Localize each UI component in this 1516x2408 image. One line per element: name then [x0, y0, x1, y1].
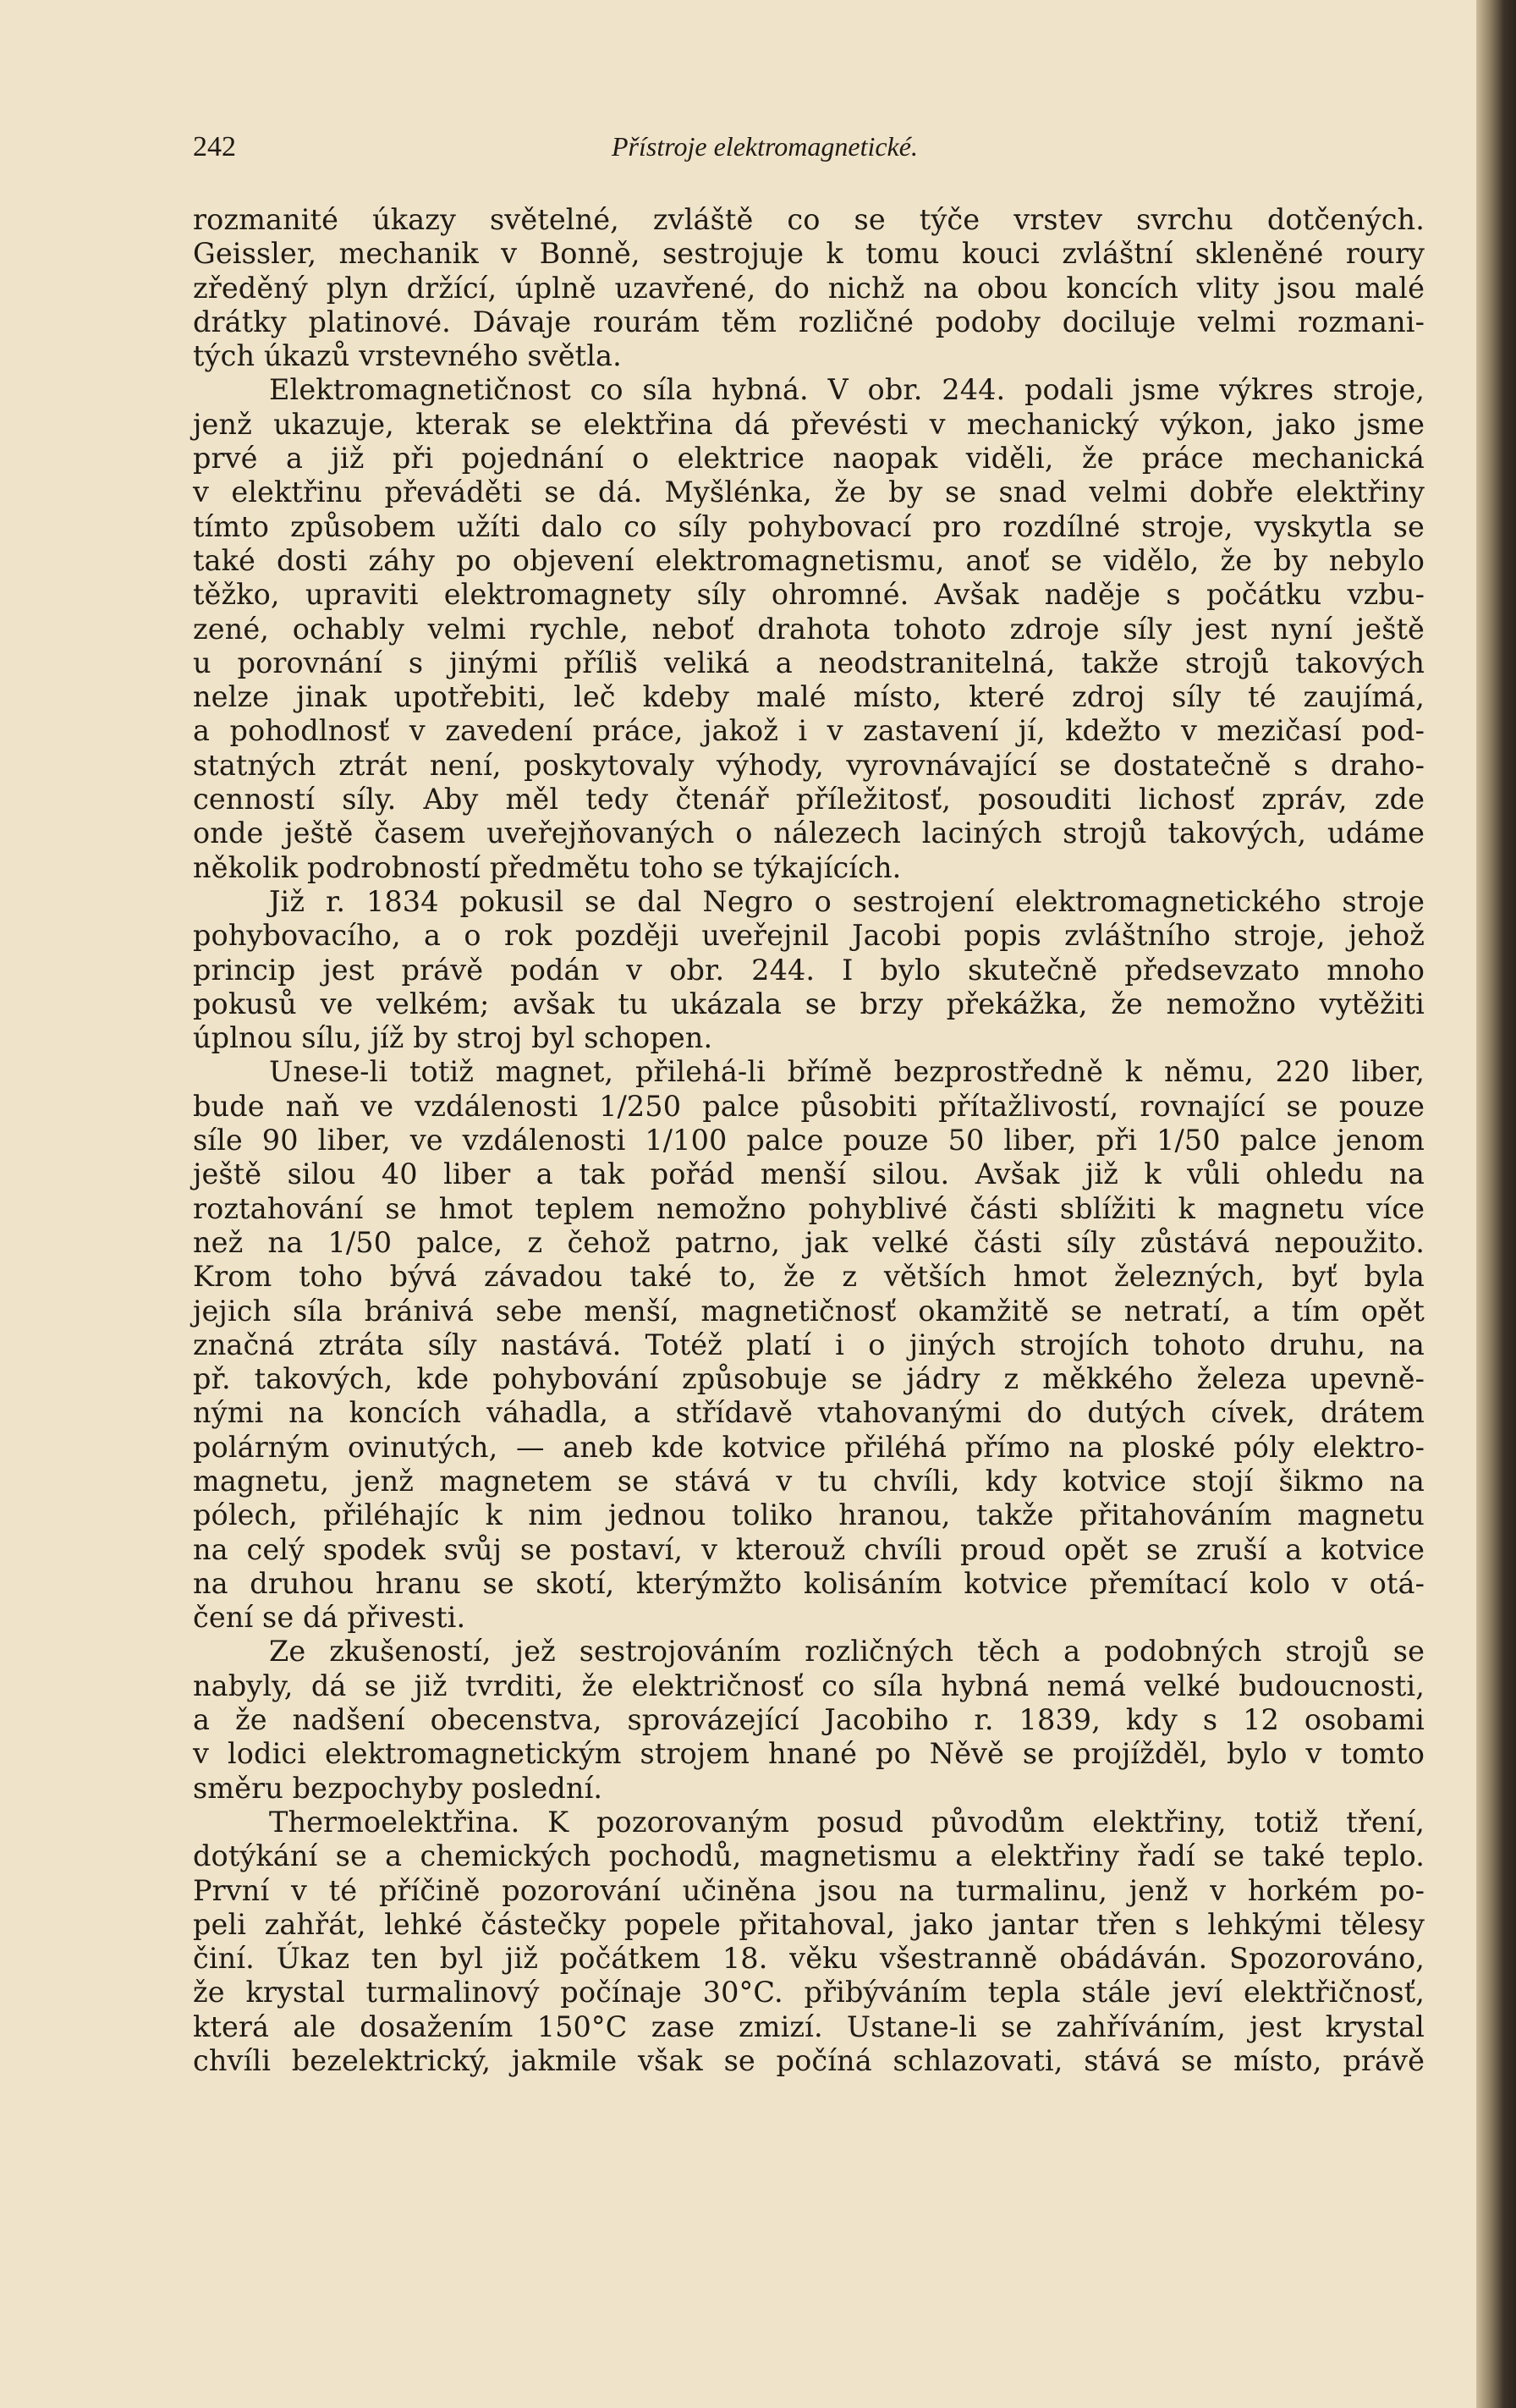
text-line: Geissler, mechanik v Bonně, sestrojuje k tomu kouci zvláštní skleněné roury [193, 237, 1425, 271]
text-line: u porovnání s jinými příliš veliká a neodstranitelná, takže strojů takových [193, 646, 1425, 679]
text-line: peli zahřát, lehké částečky popele přitahoval, jako jantar třen s lehkými tělesy [193, 1907, 1425, 1941]
text-line: a pohodlnosť v zavedení práce, jakož i v zastavení jí, kdežto v mezičasí pod- [193, 714, 1425, 748]
text-line: nelze jinak upotřebiti, leč kdeby malé místo, které zdroj síly té zaujímá, [193, 680, 1425, 714]
text-line: tímto způsobem užíti dalo co síly pohybovací pro rozdílné stroje, vyskytla se [193, 509, 1425, 543]
text-line: dotýkání se a chemických pochodů, magnetismu a elektřiny řadí se také teplo. [193, 1839, 1425, 1873]
text-line: směru bezpochyby poslední. [193, 1771, 603, 1805]
text-line: která ale dosažením 150°C zase zmizí. Ustane-li se zahříváním, jest krystal [193, 2009, 1425, 2043]
text-line: než na 1/50 palce, z čehož patrno, jak velké části síly zůstává nepoužito. [193, 1225, 1425, 1259]
text-line: jenž ukazuje, kterak se elektřina dá převésti v mechanický výkon, jako jsme [193, 407, 1425, 441]
text-line: činí. Úkaz ten byl již počátkem 18. věku všestranně obádáván. Spozorováno, [193, 1942, 1425, 1976]
text-line: pohybovacího, a o rok později uveřejnil Jacobi popis zvláštního stroje, jehož [193, 919, 1425, 953]
text-line: Elektromagnetičnost co síla hybná. V obr. 244. podali jsme výkres stroje, [269, 373, 1425, 407]
text-line: jejich síla bránivá sebe menší, magnetičnosť okamžitě se netratí, a tím opět [193, 1294, 1425, 1328]
text-line: čení se dá přivesti. [193, 1601, 466, 1635]
text-line: že krystal turmalinový počínaje 30°C. přibýváním tepla stále jeví elektřičnosť, [193, 1976, 1425, 2009]
text-line: prvé a již při pojednání o elektrice naopak viděli, že práce mechanická [193, 442, 1425, 476]
text-line: Unese-li totiž magnet, přilehá-li břímě bezprostředně k němu, 220 liber, [269, 1055, 1425, 1089]
text-line: polárným ovinutých, — aneb kde kotvice přiléhá přímo na ploské póly elektro- [193, 1430, 1425, 1464]
text-line: Thermoelektřina. K pozorovaným posud původům elektřiny, totiž tření, [269, 1805, 1425, 1839]
text-line: síle 90 liber, ve vzdálenosti 1/100 palce pouze 50 liber, při 1/50 palce jenom [193, 1124, 1425, 1157]
text-line: princip jest právě podán v obr. 244. I bylo skutečně předsevzato mnoho [193, 953, 1425, 987]
text-line: těžko, upraviti elektromagnety síly ohromné. Avšak naděje s počátku vzbu- [193, 578, 1425, 612]
running-title: Přístroje elektromagnetické. [612, 131, 918, 162]
text-line: Ze zkušeností, jež sestrojováním rozličných těch a podobných strojů se [269, 1635, 1425, 1669]
text-line: nými na koncích váhadla, a střídavě vtahovanými do dutých cívek, drátem [193, 1396, 1425, 1430]
text-line: onde ještě časem uveřejňovaných o nálezech laciných strojů takových, udáme [193, 816, 1425, 850]
text-line: značná ztráta síly nastává. Totéž platí i o jiných strojích tohoto druhu, na [193, 1328, 1425, 1361]
text-line: chvíli bezelektrický, jakmile však se počíná schlazovati, stává se místo, právě [193, 2044, 1425, 2078]
text-line: ještě silou 40 liber a tak pořád menší silou. Avšak již k vůli ohledu na [193, 1157, 1425, 1191]
text-line: Krom toho bývá závadou také to, že z větších hmot železných, byť byla [193, 1260, 1425, 1294]
text-line: př. takových, kde pohybování způsobuje se jádry z měkkého železa upevně- [193, 1362, 1425, 1396]
text-line: pólech, přiléhajíc k nim jednou toliko hranou, takže přitahováním magnetu [193, 1498, 1425, 1532]
text-line: cenností síly. Aby měl tedy čtenář příležitosť, posouditi lichosť zpráv, zde [193, 783, 1425, 816]
text-line: statných ztrát není, poskytovaly výhody, vyrovnávající se dostatečně s draho- [193, 748, 1425, 782]
body-text [193, 203, 1425, 2078]
text-line: a že nadšení obecenstva, sprovázející Jacobiho r. 1839, kdy s 12 osobami [193, 1703, 1425, 1737]
text-line: několik podrobností předmětu toho se týkajících. [193, 850, 902, 884]
text-line: na celý spodek svůj se postaví, v kterouž chvíli proud opět se zruší a kotvice [193, 1532, 1425, 1566]
text-line: drátky platinové. Dávaje rourám těm rozličné podoby dociluje velmi rozmani- [193, 305, 1425, 338]
running-head [193, 131, 1428, 173]
text-line: pokusů ve velkém; avšak tu ukázala se brzy překážka, že nemožno vytěžiti [193, 987, 1425, 1020]
text-line: v elektřinu převáděti se dá. Myšlénka, že by se snad velmi dobře elektřiny [193, 476, 1425, 509]
text-line: tých úkazů vrstevného světla. [193, 339, 622, 373]
page-number: 242 [193, 131, 236, 162]
text-line: úplnou sílu, jíž by stroj byl schopen. [193, 1021, 713, 1055]
text-line: na druhou hranu se skotí, kterýmžto kolisáním kotvice přemítací kolo v otá- [193, 1566, 1425, 1600]
text-line: také dosti záhy po objevení elektromagnetismu, anoť se vidělo, že by nebylo [193, 543, 1425, 577]
text-line: První v té příčině pozorování učiněna jsou na turmalinu, jenž v horkém po- [193, 1873, 1425, 1907]
text-line: v lodici elektromagnetickým strojem hnané po Něvě se projížděl, bylo v tomto [193, 1737, 1425, 1771]
text-line: rozmanité úkazy světelné, zvláště co se týče vrstev svrchu dotčených. [193, 203, 1425, 236]
text-line: roztahování se hmot teplem nemožno pohyblivé části sblížiti k magnetu více [193, 1191, 1425, 1225]
text-line: magnetu, jenž magnetem se stává v tu chvíli, kdy kotvice stojí šikmo na [193, 1464, 1425, 1498]
text-line: zené, ochably velmi rychle, neboť drahota tohoto zdroje síly jest nyní ještě [193, 612, 1425, 646]
text-line: zředěný plyn držící, úplně uzavřené, do nichž na obou koncích vlity jsou malé [193, 271, 1425, 305]
book-spine-shadow [1476, 0, 1516, 2408]
text-line: nabyly, dá se již tvrditi, že električnosť co síla hybná nemá velké budoucnosti, [193, 1669, 1425, 1702]
text-line: bude naň ve vzdálenosti 1/250 palce působiti přítažlivostí, rovnající se pouze [193, 1089, 1425, 1123]
text-line: Již r. 1834 pokusil se dal Negro o sestrojení elektromagnetického stroje [269, 884, 1425, 918]
